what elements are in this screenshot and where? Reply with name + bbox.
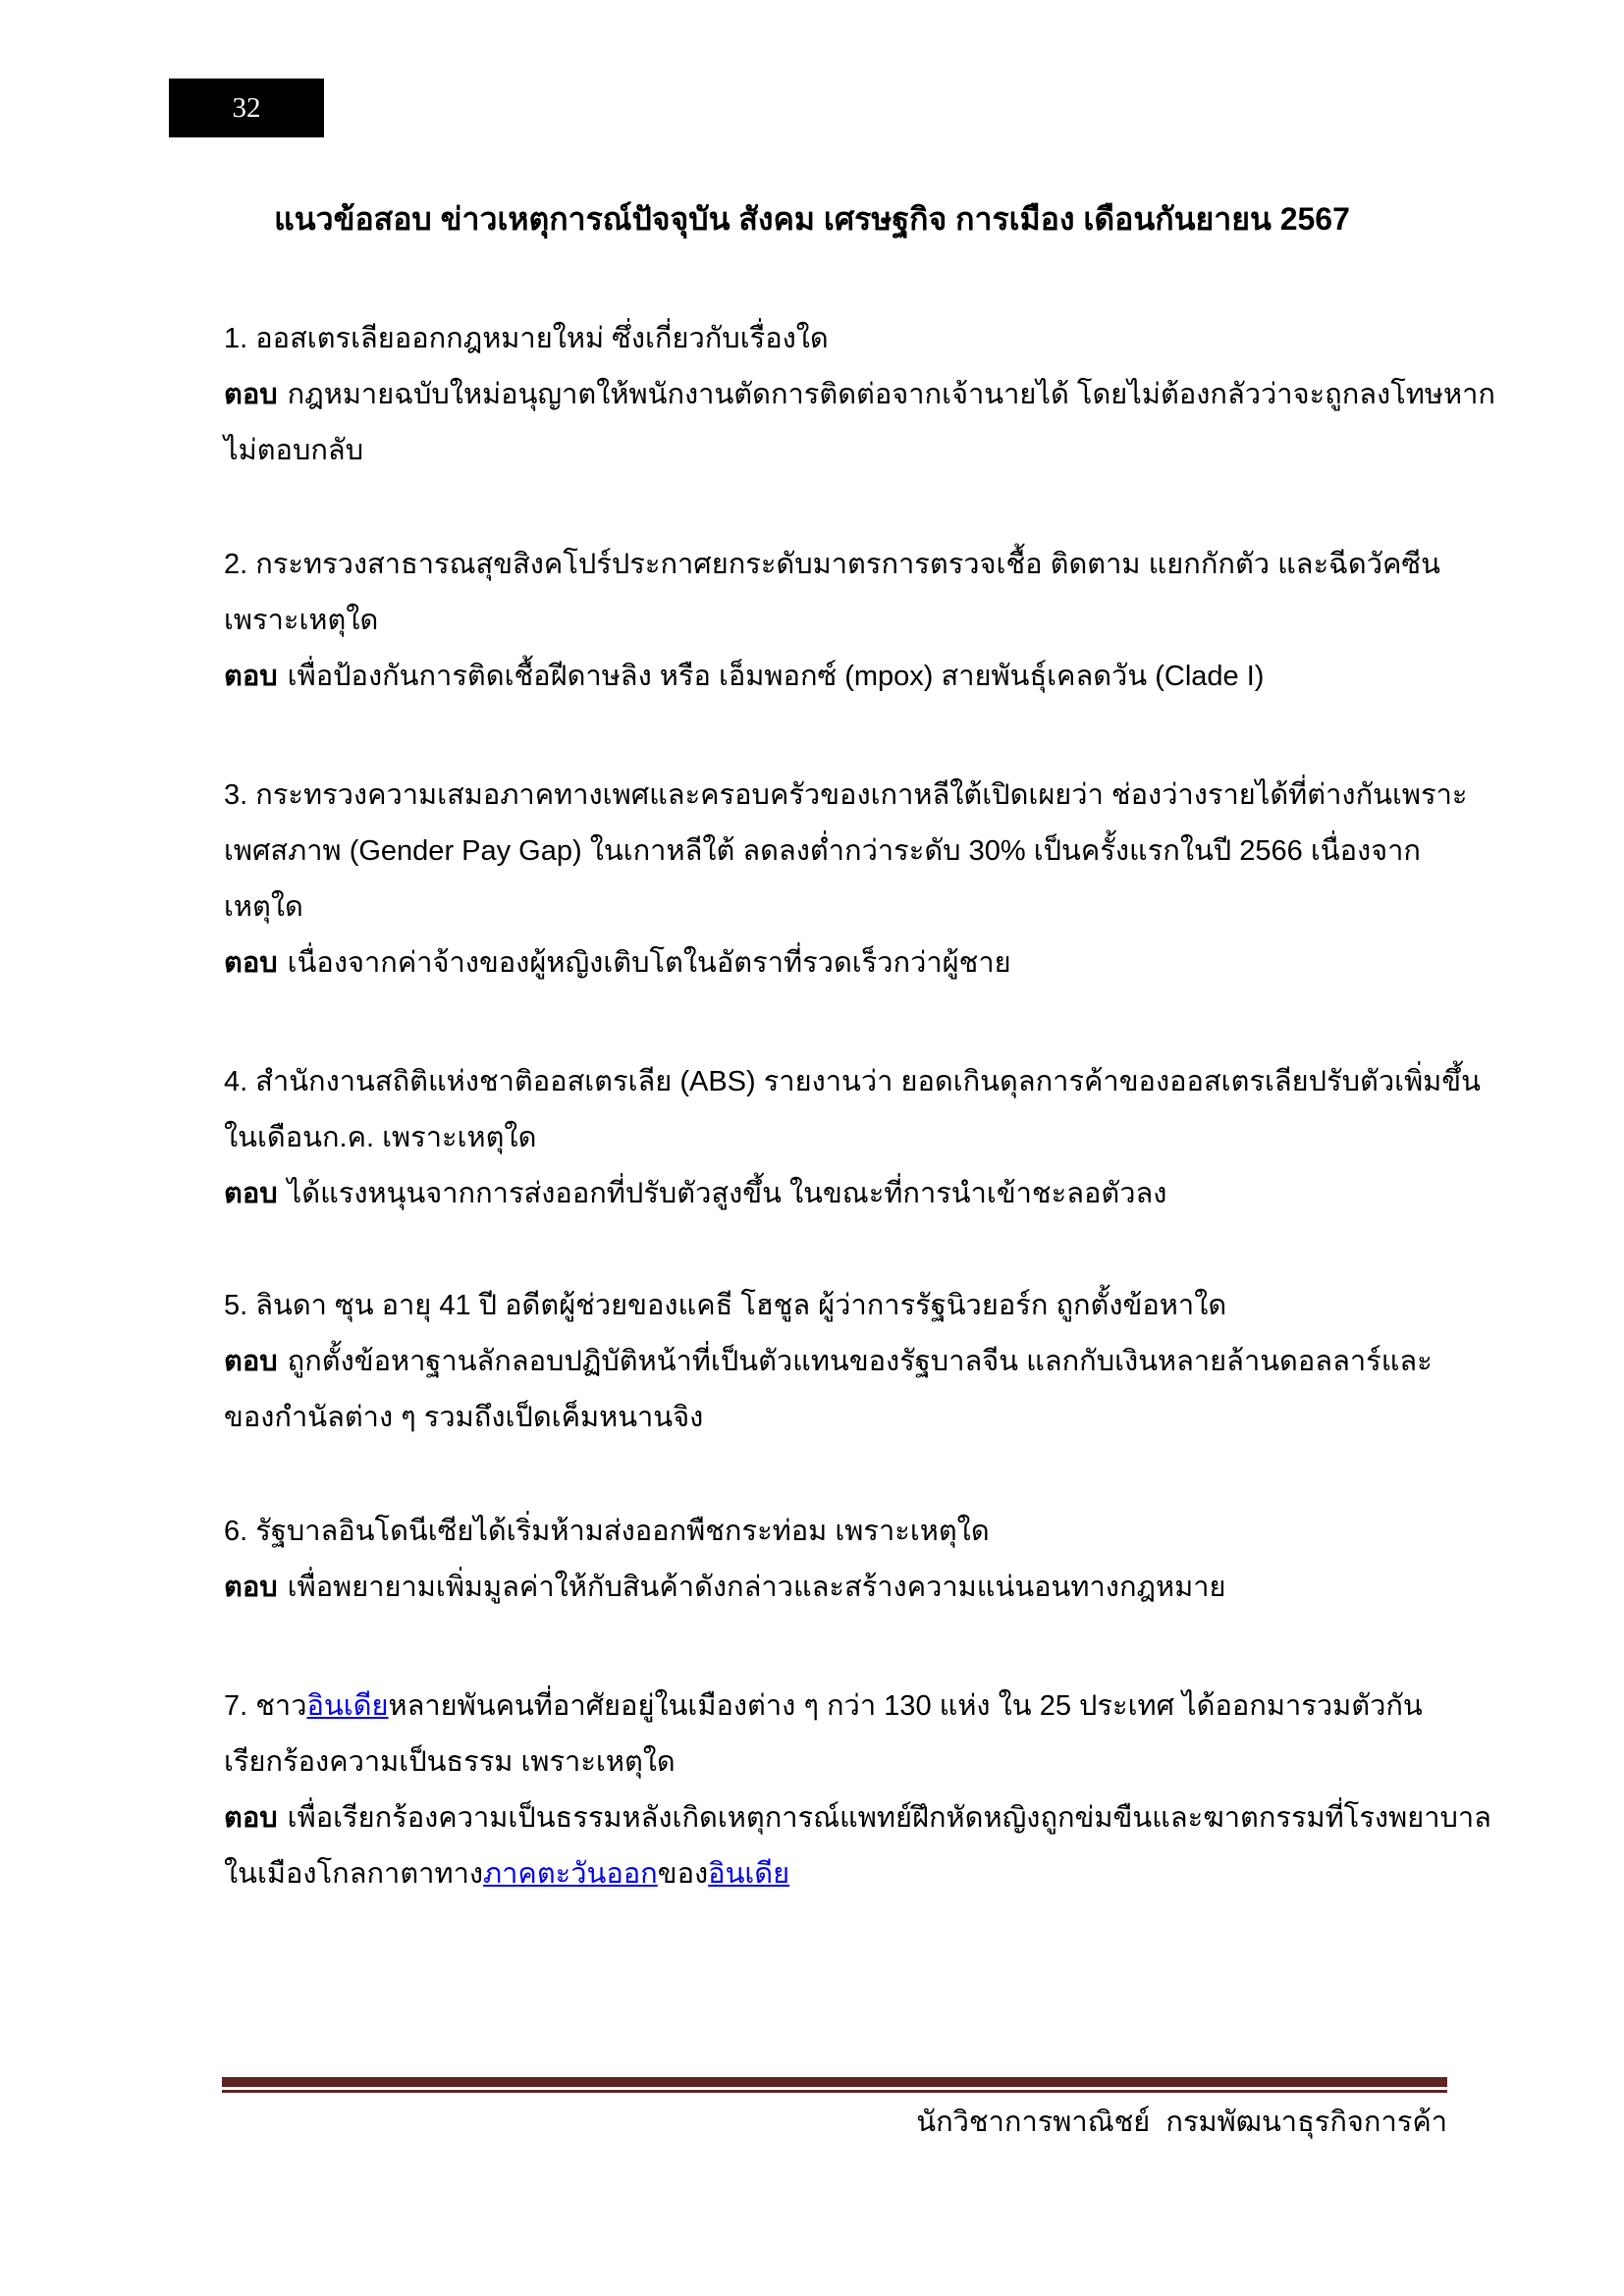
page-number-box [169, 79, 324, 137]
question-text: 2. กระทรวงสาธารณสุขสิงคโปร์ประกาศยกระดับมาตรการตรวจเชื้อ ติดตาม แยกกักตัว และฉีดวัคซีน [224, 549, 1440, 580]
answer-text: กฎหมายฉบับใหม่อนุญาตให้พนักงานตัดการติดต่อจากเจ้านายได้ โดยไม่ต้องกลัวว่าจะถูกลงโทษหาก [287, 379, 1495, 410]
question-line [224, 1679, 1451, 1735]
question-line [224, 1504, 1451, 1560]
question-text: 5. ลินดา ซุน อายุ 41 ปี อดีตผู้ช่วยของแคธี โฮชูล ผู้ว่าการรัฐนิวยอร์ก ถูกตั้งข้อหาใด [224, 1290, 1227, 1321]
answer-text: เพื่อพยายามเพิ่มมูลค่าให้กับสินค้าดังกล่าวและสร้างความแน่นอนทางกฎหมาย [287, 1572, 1226, 1603]
answer-label: ตอบ [224, 1346, 278, 1377]
answer-text: ของกำนัลต่าง ๆ รวมถึงเป็ดเค็มหนานจิง [224, 1402, 704, 1433]
qa-block-4 [224, 1054, 1481, 1222]
answer-line [224, 1560, 1451, 1616]
link-india[interactable]: อินเดีย [306, 1690, 389, 1722]
question-line [224, 311, 1451, 367]
answer-label: ตอบ [224, 1178, 278, 1209]
question-text: เหตุใด [224, 891, 303, 923]
answer-line [224, 1334, 1451, 1390]
footer-rule-thick [222, 2077, 1447, 2087]
answer-text: ถูกตั้งข้อหาฐานลักลอบปฏิบัติหน้าที่เป็นตัวแทนของรัฐบาลจีน แลกกับเงินหลายล้านดอลลาร์และ [287, 1346, 1433, 1377]
question-line [224, 824, 1451, 880]
answer-text: เพื่อป้องกันการติดเชื้อฝีดาษลิง หรือ เอ็มพอกซ์ (mpox) สายพันธุ์เคลดวัน (Clade I) [287, 661, 1265, 692]
document-title: แนวข้อสอบ ข่าวเหตุการณ์ปัจจุบัน สังคม เศรษฐกิจ การเมือง เดือนกันยายน 2567 [274, 201, 1350, 237]
answer-text: ได้แรงหนุนจากการส่งออกที่ปรับตัวสูงขึ้น ในขณะที่การนำเข้าชะลอตัวลง [287, 1178, 1167, 1209]
answer-line [224, 423, 1451, 479]
answer-label: ตอบ [224, 1572, 278, 1603]
answer-text: ไม่ตอบกลับ [224, 435, 364, 466]
qa-block-7 [224, 1679, 1491, 1902]
question-line [224, 593, 1451, 649]
answer-text: เพื่อเรียกร้องความเป็นธรรมหลังเกิดเหตุการณ์แพทย์ฝึกหัดหญิงถูกข่มขืนและฆาตกรรมที่โรงพยาบาล [287, 1802, 1491, 1834]
question-line [224, 1110, 1451, 1166]
question-text: 4. สำนักงานสถิติแห่งชาติออสเตรเลีย (ABS) รายงานว่า ยอดเกินดุลการค้าของออสเตรเลียปรับตัวเพิ่มขึ้น [224, 1066, 1481, 1097]
qa-block-3 [224, 768, 1468, 991]
answer-text: ในเมืองโกลกาตาทาง [224, 1858, 484, 1890]
question-text: 1. ออสเตรเลียออกกฎหมายใหม่ ซึ่งเกี่ยวกับเรื่องใด [224, 323, 829, 354]
question-line [224, 1278, 1451, 1334]
question-text: 7. ชาว [224, 1690, 307, 1722]
link-india[interactable]: อินเดีย [708, 1858, 790, 1890]
footer-rule-thin [222, 2090, 1447, 2093]
question-text: 3. กระทรวงความเสมอภาคทางเพศและครอบครัวของเกาหลีใต้เปิดเผยว่า ช่องว่างรายได้ที่ต่างกันเพราะ [224, 779, 1468, 811]
question-text: หลายพันคนที่อาศัยอยู่ในเมืองต่าง ๆ กว่า 130 แห่ง ใน 25 ประเทศ ได้ออกมารวมตัวกัน [388, 1690, 1423, 1722]
answer-line [224, 1846, 1451, 1902]
qa-block-1 [224, 311, 1495, 479]
answer-label: ตอบ [224, 1802, 278, 1834]
answer-line [224, 1790, 1491, 1846]
question-text: เรียกร้องความเป็นธรรม เพราะเหตุใด [224, 1746, 676, 1778]
question-text: ในเดือนก.ค. เพราะเหตุใด [224, 1122, 537, 1153]
question-line [224, 537, 1451, 593]
answer-line [224, 1390, 1451, 1446]
question-text: 6. รัฐบาลอินโดนีเซียได้เริ่มห้ามส่งออกพืชกระท่อม เพราะเหตุใด [224, 1516, 990, 1547]
answer-line [224, 1166, 1451, 1222]
answer-text: ของ [657, 1858, 709, 1890]
question-text: เพราะเหตุใด [224, 605, 379, 636]
question-line [224, 768, 1468, 824]
answer-label: ตอบ [224, 947, 278, 979]
qa-block-5 [224, 1278, 1451, 1446]
answer-line [224, 367, 1495, 423]
question-line [224, 880, 1451, 935]
qa-block-6 [224, 1504, 1451, 1616]
answer-line [224, 935, 1451, 991]
answer-label: ตอบ [224, 379, 278, 410]
answer-line [224, 649, 1451, 705]
question-line [224, 1735, 1451, 1790]
question-line [224, 1054, 1481, 1110]
footer-credit: นักวิชาการพาณิชย์ กรมพัฒนาธุรกิจการค้า [916, 2107, 1447, 2138]
answer-label: ตอบ [224, 661, 278, 692]
answer-text: เนื่องจากค่าจ้างของผู้หญิงเติบโตในอัตราที่รวดเร็วกว่าผู้ชาย [287, 947, 1011, 979]
question-text: เพศสภาพ (Gender Pay Gap) ในเกาหลีใต้ ลดลงต่ำกว่าระดับ 30% เป็นครั้งแรกในปี 2566 เนื่องจาก [224, 835, 1421, 867]
page-number: 32 [232, 91, 261, 124]
link-eastern-region[interactable]: ภาคตะวันออก [483, 1858, 658, 1890]
qa-block-2 [224, 537, 1451, 705]
